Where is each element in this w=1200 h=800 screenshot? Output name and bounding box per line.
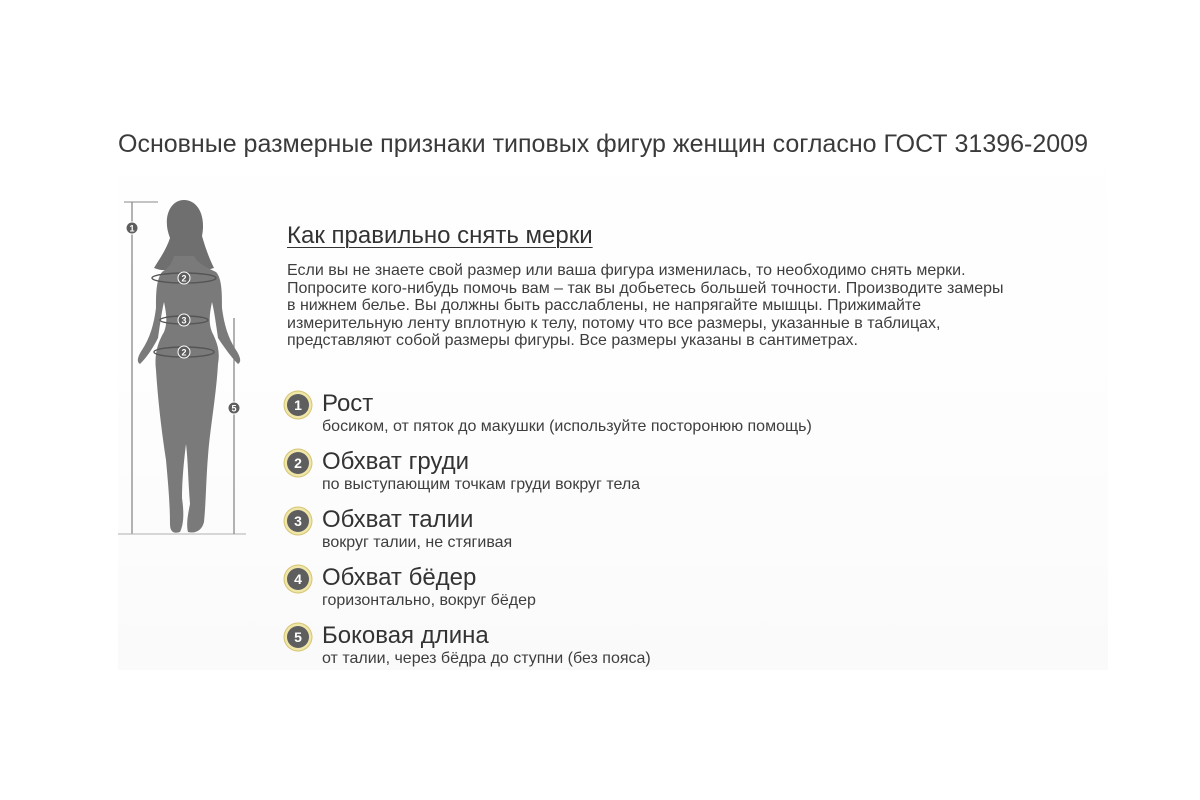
measurement-title: Обхват бёдер	[322, 564, 477, 591]
number-badge: 1	[287, 394, 309, 416]
measurement-title: Рост	[322, 390, 374, 417]
svg-text:5: 5	[231, 403, 237, 414]
svg-text:3: 3	[181, 315, 187, 326]
marker-3-waist	[178, 314, 190, 326]
measurement-description: вокруг талии, не стягивая	[322, 534, 513, 551]
measurement-description: босиком, от пяток до макушки (используйте посторонюю помощь)	[322, 418, 812, 435]
marker-5	[228, 402, 240, 414]
number-badge: 2	[287, 452, 309, 474]
body-shape	[138, 256, 240, 533]
svg-text:2: 2	[181, 273, 187, 284]
number-badge: 5	[287, 626, 309, 648]
number-badge: 3	[287, 510, 309, 532]
body-measurement-figure	[118, 198, 250, 538]
measurement-title: Обхват талии	[322, 506, 474, 533]
intro-paragraph: Если вы не знаете свой размер или ваша фигура изменилась, то необходимо снять мерки. Попросите кого-нибудь помочь вам – так вы добьетесь большей точности. Производите замеры в нижнем белье. Вы должны быть расслаблены, не напрягайте мышцы. Прижимайте измерительную ленту вплотную к телу, потому что все размеры, указанные в таблицах, представляют собой размеры фигуры. Все размеры указаны в сантиметрах.	[287, 262, 1004, 349]
svg-text:1: 1	[129, 223, 135, 234]
content-panel	[118, 120, 1108, 670]
marker-2-hip	[178, 346, 190, 358]
measurement-description: от талии, через бёдра до ступни (без пояса)	[322, 650, 651, 667]
marker-1	[126, 222, 138, 234]
marker-2-bust	[178, 272, 190, 284]
number-badge: 4	[287, 568, 309, 590]
measurement-description: горизонтально, вокруг бёдер	[322, 592, 536, 609]
page-title: Основные размерные признаки типовых фигур женщин согласно ГОСТ 31396-2009	[118, 130, 1088, 158]
woman-silhouette-illustration	[118, 198, 250, 538]
measurement-title: Боковая длина	[322, 622, 489, 649]
measurement-title: Обхват груди	[322, 448, 470, 475]
svg-text:2: 2	[181, 347, 187, 358]
section-heading: Как правильно снять мерки	[287, 222, 593, 249]
measurement-description: по выступающим точкам груди вокруг тела	[322, 476, 641, 493]
